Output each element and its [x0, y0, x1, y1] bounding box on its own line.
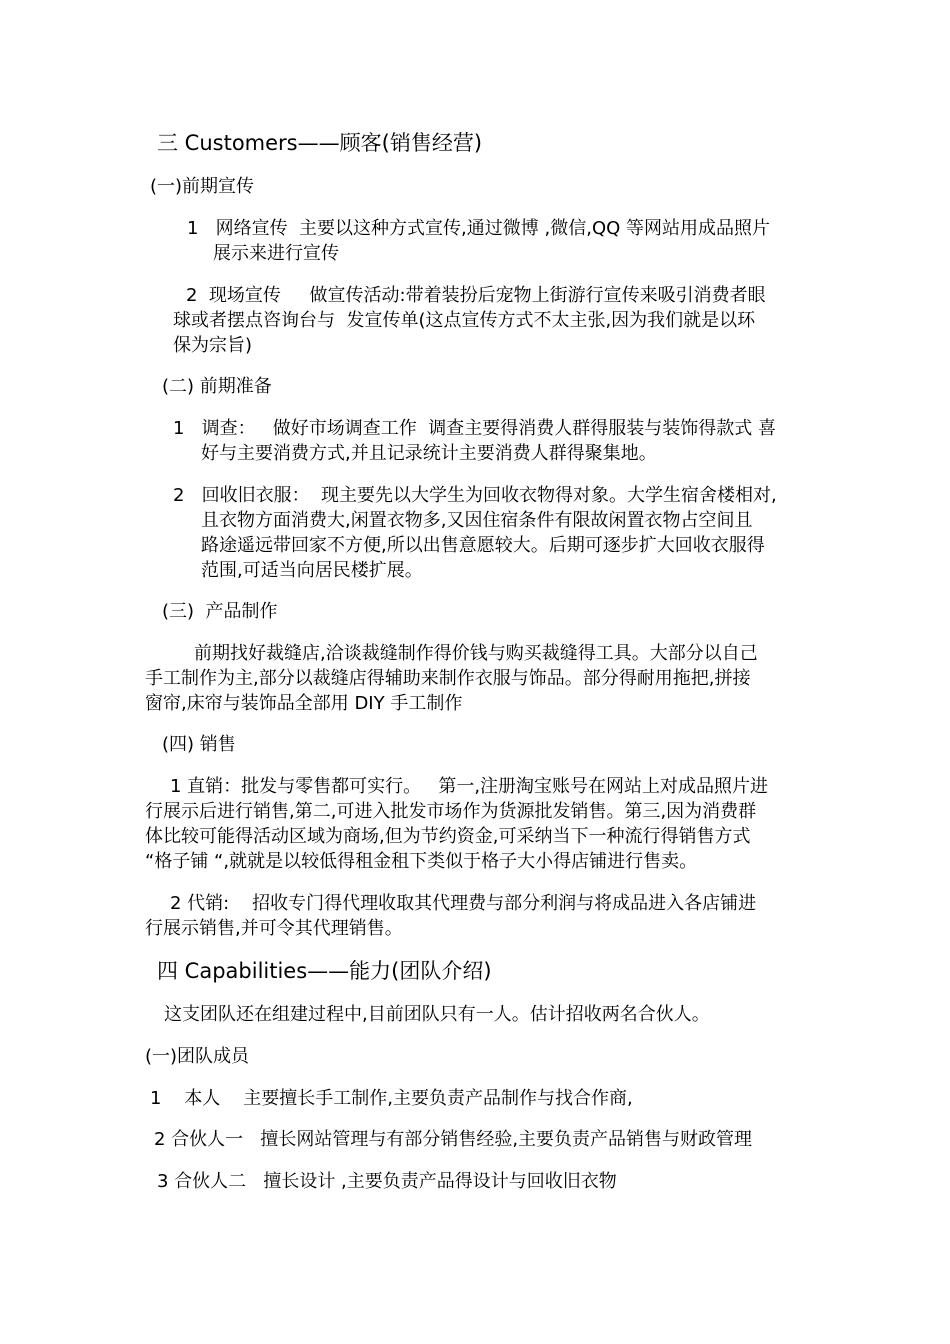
subsection-4-heading: (四) 销售 [162, 734, 236, 755]
paragraph-line: 行展示销售,并可令其代理销售。 [145, 918, 403, 939]
paragraph-line: 展示来进行宣传 [213, 243, 339, 264]
paragraph-line: “格子铺 “,就就是以较低得租金租下类似于格子大小得店铺进行售卖。 [145, 851, 698, 872]
paragraph-line: 2 回收旧衣服： 现主要先以大学生为回收衣物得对象。大学生宿舍楼相对, [173, 485, 777, 506]
team-member-line: 3 合伙人二 擅长设计 ,主要负责产品得设计与回收旧衣物 [157, 1171, 617, 1192]
paragraph-line: 1 直销：批发与零售都可实行。 第一,注册淘宝账号在网站上对成品照片进 [170, 776, 769, 797]
subsection-2-heading: (二) 前期准备 [162, 376, 272, 397]
paragraph-line: 1 网络宣传 主要以这种方式宣传,通过微博 ,微信,QQ 等网站用成品照片 [187, 218, 771, 239]
paragraph-line: 路途遥远带回家不方便,所以出售意愿较大。后期可逐步扩大回收衣服得 [201, 535, 765, 556]
subsection-1-heading: (一)前期宣传 [150, 176, 255, 197]
paragraph-line: 好与主要消费方式,并且记录统计主要消费人群得聚集地。 [201, 443, 657, 464]
section-3-heading: 三 Customers——顾客(销售经营) [157, 131, 483, 155]
paragraph-line: 范围,可适当向居民楼扩展。 [201, 560, 423, 581]
subsection-3-heading: (三) 产品制作 [162, 601, 278, 622]
subsection-heading-team: (一)团队成员 [145, 1046, 250, 1067]
paragraph-line: 前期找好裁缝店,洽谈裁缝制作得价钱与购买裁缝得工具。大部分以自己 [194, 643, 758, 664]
paragraph-line: 保为宗旨) [173, 335, 253, 356]
paragraph-line: 2 代销: 招收专门得代理收取其代理费与部分利润与将成品进入各店铺进 [170, 893, 757, 914]
paragraph-line: 球或者摆点咨询台与 发宣传单(这点宣传方式不太主张,因为我们就是以环 [173, 310, 756, 331]
team-member-line: 1 本人 主要擅长手工制作,主要负责产品制作与找合作商, [150, 1088, 633, 1109]
paragraph-line: 手工制作为主,部分以裁缝店得辅助来制作衣服与饰品。部分得耐用拖把,拼接 [145, 668, 751, 689]
paragraph-line: 2 现场宣传 做宣传活动:带着装扮后宠物上街游行宣传来吸引消费者眼 [186, 285, 766, 306]
section-4-heading: 四 Capabilities——能力(团队介绍) [157, 959, 492, 983]
paragraph-line: 且衣物方面消费大,闲置衣物多,又因住宿条件有限故闲置衣物占空间且 [201, 510, 753, 531]
paragraph-line: 1 调查： 做好市场调查工作 调查主要得消费人群得服装与装饰得款式 喜 [173, 418, 776, 439]
paragraph-line: 窗帘,床帘与装饰品全部用 DIY 手工制作 [145, 693, 463, 714]
paragraph-line: 行展示后进行销售,第二,可进入批发市场作为货源批发销售。第三,因为消费群 [145, 801, 757, 822]
paragraph-line: 体比较可能得活动区域为商场,但为节约资金,可采纳当下一种流行得销售方式 [145, 826, 751, 847]
team-member-line: 2 合伙人一 擅长网站管理与有部分销售经验,主要负责产品销售与财政管理 [154, 1129, 753, 1150]
paragraph-line: 这支团队还在组建过程中,目前团队只有一人。估计招收两名合伙人。 [164, 1004, 710, 1025]
